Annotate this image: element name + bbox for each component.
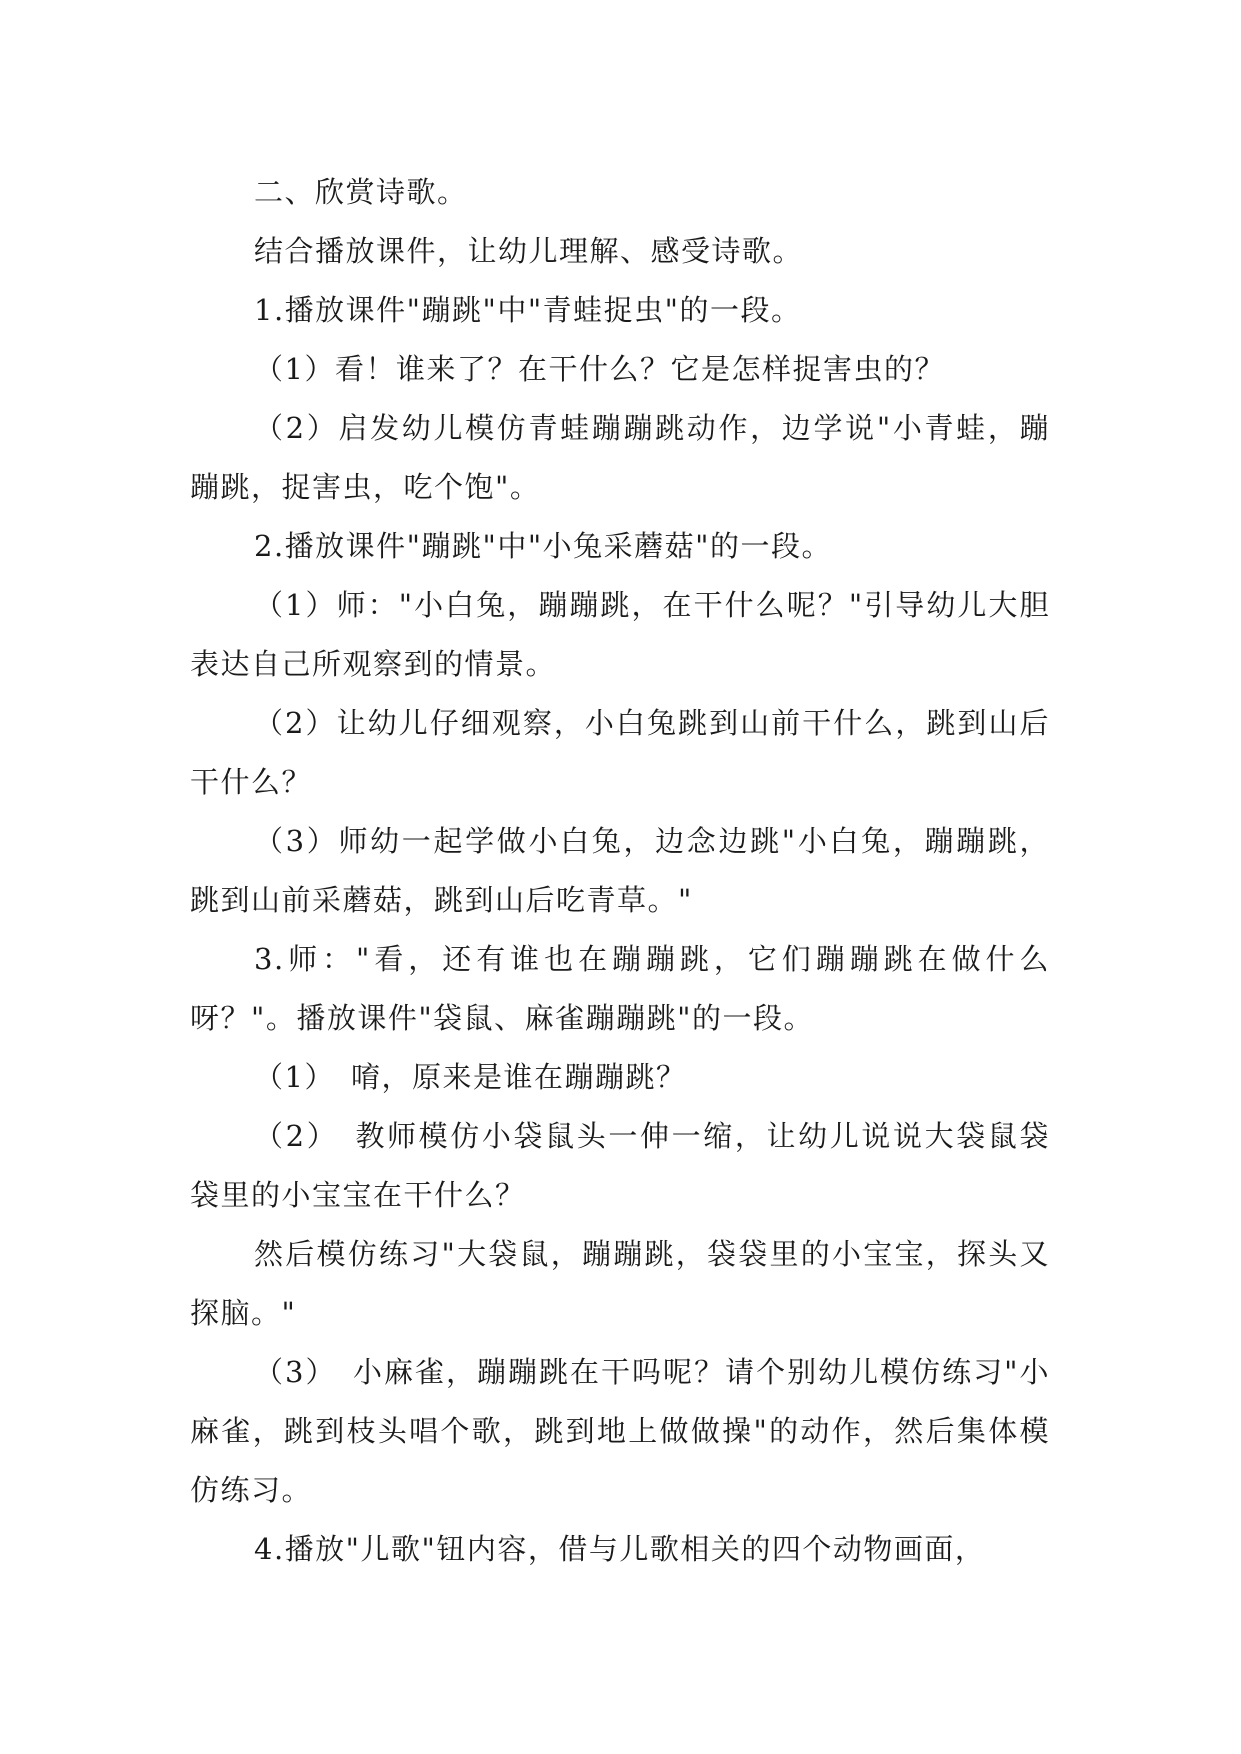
step-1-item-2: （2）启发幼儿模仿青蛙蹦蹦跳动作，边学说"小青蛙，蹦蹦跳，捉害虫，吃个饱"。 <box>190 411 1050 504</box>
step-2-item-2: （2）让幼儿仔细观察，小白兔跳到山前干什么，跳到山后干什么？ <box>190 706 1050 799</box>
step-4-heading: 4.播放"儿歌"钮内容，借与儿歌相关的四个动物画面， <box>254 1532 986 1566</box>
paragraph: 然后模仿练习"大袋鼠，蹦蹦跳，袋袋里的小宝宝，探头又探脑。" <box>190 1237 1050 1330</box>
step-1-item-1: （1）看！谁来了？在干什么？它是怎样捉害虫的？ <box>254 352 945 386</box>
step-1-heading: 1.播放课件"蹦跳"中"青蛙捉虫"的一段。 <box>254 293 802 327</box>
step-3-item-3: （3） 小麻雀，蹦蹦跳在干吗呢？请个别幼儿模仿练习"小麻雀，跳到枝头唱个歌，跳到地上做做操"的动作，然后集体模仿练习。 <box>190 1355 1050 1507</box>
step-2-item-3: （3）师幼一起学做小白兔，边念边跳"小白兔，蹦蹦跳，跳到山前采蘑菇，跳到山后吃青草。" <box>190 824 1050 917</box>
step-3-heading: 3.师："看，还有谁也在蹦蹦跳，它们蹦蹦跳在做什么呀？"。播放课件"袋鼠、麻雀蹦蹦跳"的一段。 <box>190 942 1050 1035</box>
step-2-heading: 2.播放课件"蹦跳"中"小兔采蘑菇"的一段。 <box>254 529 833 563</box>
step-3-item-1: （1） 唷，原来是谁在蹦蹦跳？ <box>254 1060 687 1094</box>
section-heading: 二、欣赏诗歌。 <box>254 175 468 209</box>
step-3-item-2: （2） 教师模仿小袋鼠头一伸一缩，让幼儿说说大袋鼠袋袋里的小宝宝在干什么？ <box>190 1119 1050 1212</box>
document-body <box>190 163 1050 1579</box>
paragraph: 结合播放课件，让幼儿理解、感受诗歌。 <box>254 234 804 268</box>
step-2-item-1: （1）师："小白兔，蹦蹦跳，在干什么呢？"引导幼儿大胆表达自己所观察到的情景。 <box>190 588 1050 681</box>
